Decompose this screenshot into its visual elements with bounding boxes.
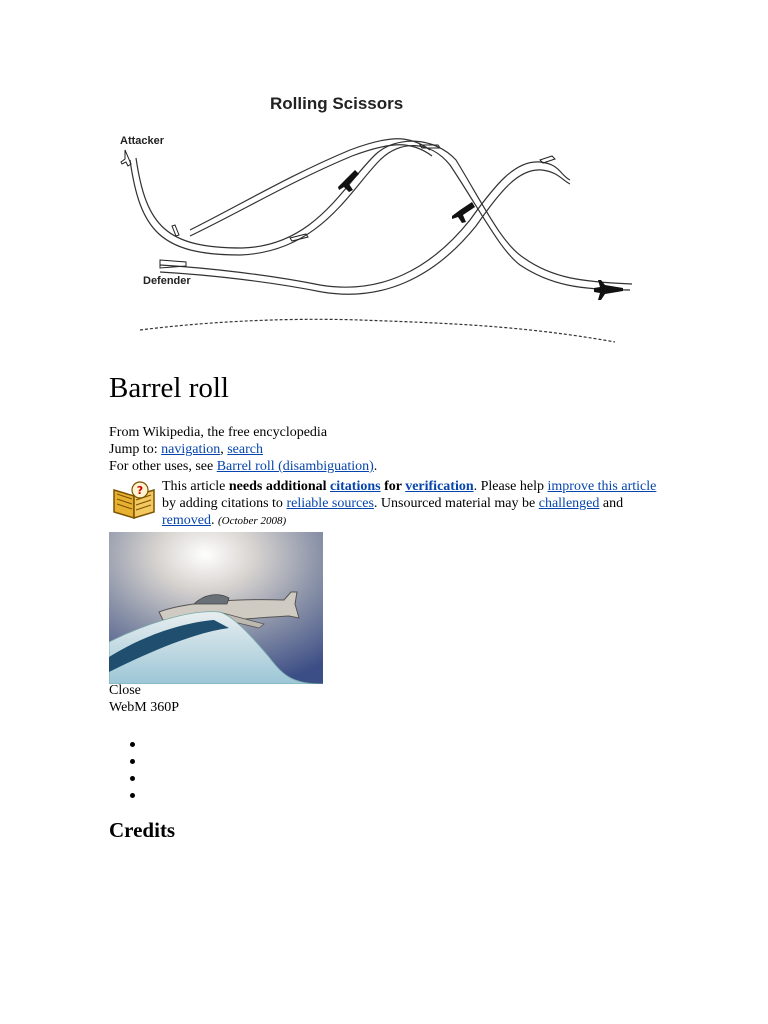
- page-title: Barrel roll: [109, 372, 229, 404]
- other-uses-prefix: For other uses, see: [109, 459, 217, 474]
- notice-text-bold-1: needs additional: [228, 479, 331, 494]
- notice-text-bold-2: for: [380, 479, 406, 494]
- diagram-title: Rolling Scissors: [270, 94, 404, 113]
- removed-link[interactable]: removed: [162, 513, 211, 528]
- disambiguation-link[interactable]: Barrel roll (disambiguation): [216, 459, 374, 474]
- rolling-scissors-drawing: [100, 80, 660, 360]
- jump-to-prefix: Jump to:: [109, 442, 162, 457]
- verification-link[interactable]: verification: [405, 479, 474, 494]
- jump-to-line: [109, 442, 263, 458]
- tagline: From Wikipedia, the free encyclopedia: [109, 425, 328, 440]
- notice-text: [162, 478, 662, 530]
- notice-date: (October 2008): [217, 515, 287, 527]
- other-uses-line: [109, 459, 377, 475]
- citations-link[interactable]: citations: [330, 479, 381, 494]
- close-label[interactable]: Close: [109, 683, 141, 698]
- quality-label[interactable]: WebM 360P: [109, 700, 180, 715]
- notice-text-4: . Unsourced material may be: [373, 496, 539, 511]
- navigation-link[interactable]: navigation: [161, 442, 221, 457]
- svg-text:?: ?: [136, 484, 144, 497]
- challenged-link[interactable]: challenged: [538, 496, 600, 511]
- rolling-scissors-diagram: [100, 80, 660, 360]
- defender-label: Defender: [143, 275, 191, 287]
- citation-notice: [110, 478, 670, 528]
- notice-text-6: .: [210, 513, 218, 528]
- book-question-icon: [110, 480, 158, 525]
- attacker-label: Attacker: [120, 135, 165, 147]
- notice-text-3: by adding citations to: [162, 496, 287, 511]
- notice-text-2: . Please help: [473, 479, 548, 494]
- reliable-sources-link[interactable]: reliable sources: [286, 496, 374, 511]
- credits-heading: Credits: [109, 818, 176, 842]
- notice-text-1: This article: [162, 479, 229, 494]
- jump-separator: ,: [220, 442, 228, 457]
- notice-text-5: and: [599, 496, 624, 511]
- search-link[interactable]: search: [227, 442, 263, 457]
- video-player-thumbnail[interactable]: [109, 532, 323, 684]
- improve-article-link[interactable]: improve this article: [547, 479, 657, 494]
- other-uses-suffix: .: [373, 459, 378, 474]
